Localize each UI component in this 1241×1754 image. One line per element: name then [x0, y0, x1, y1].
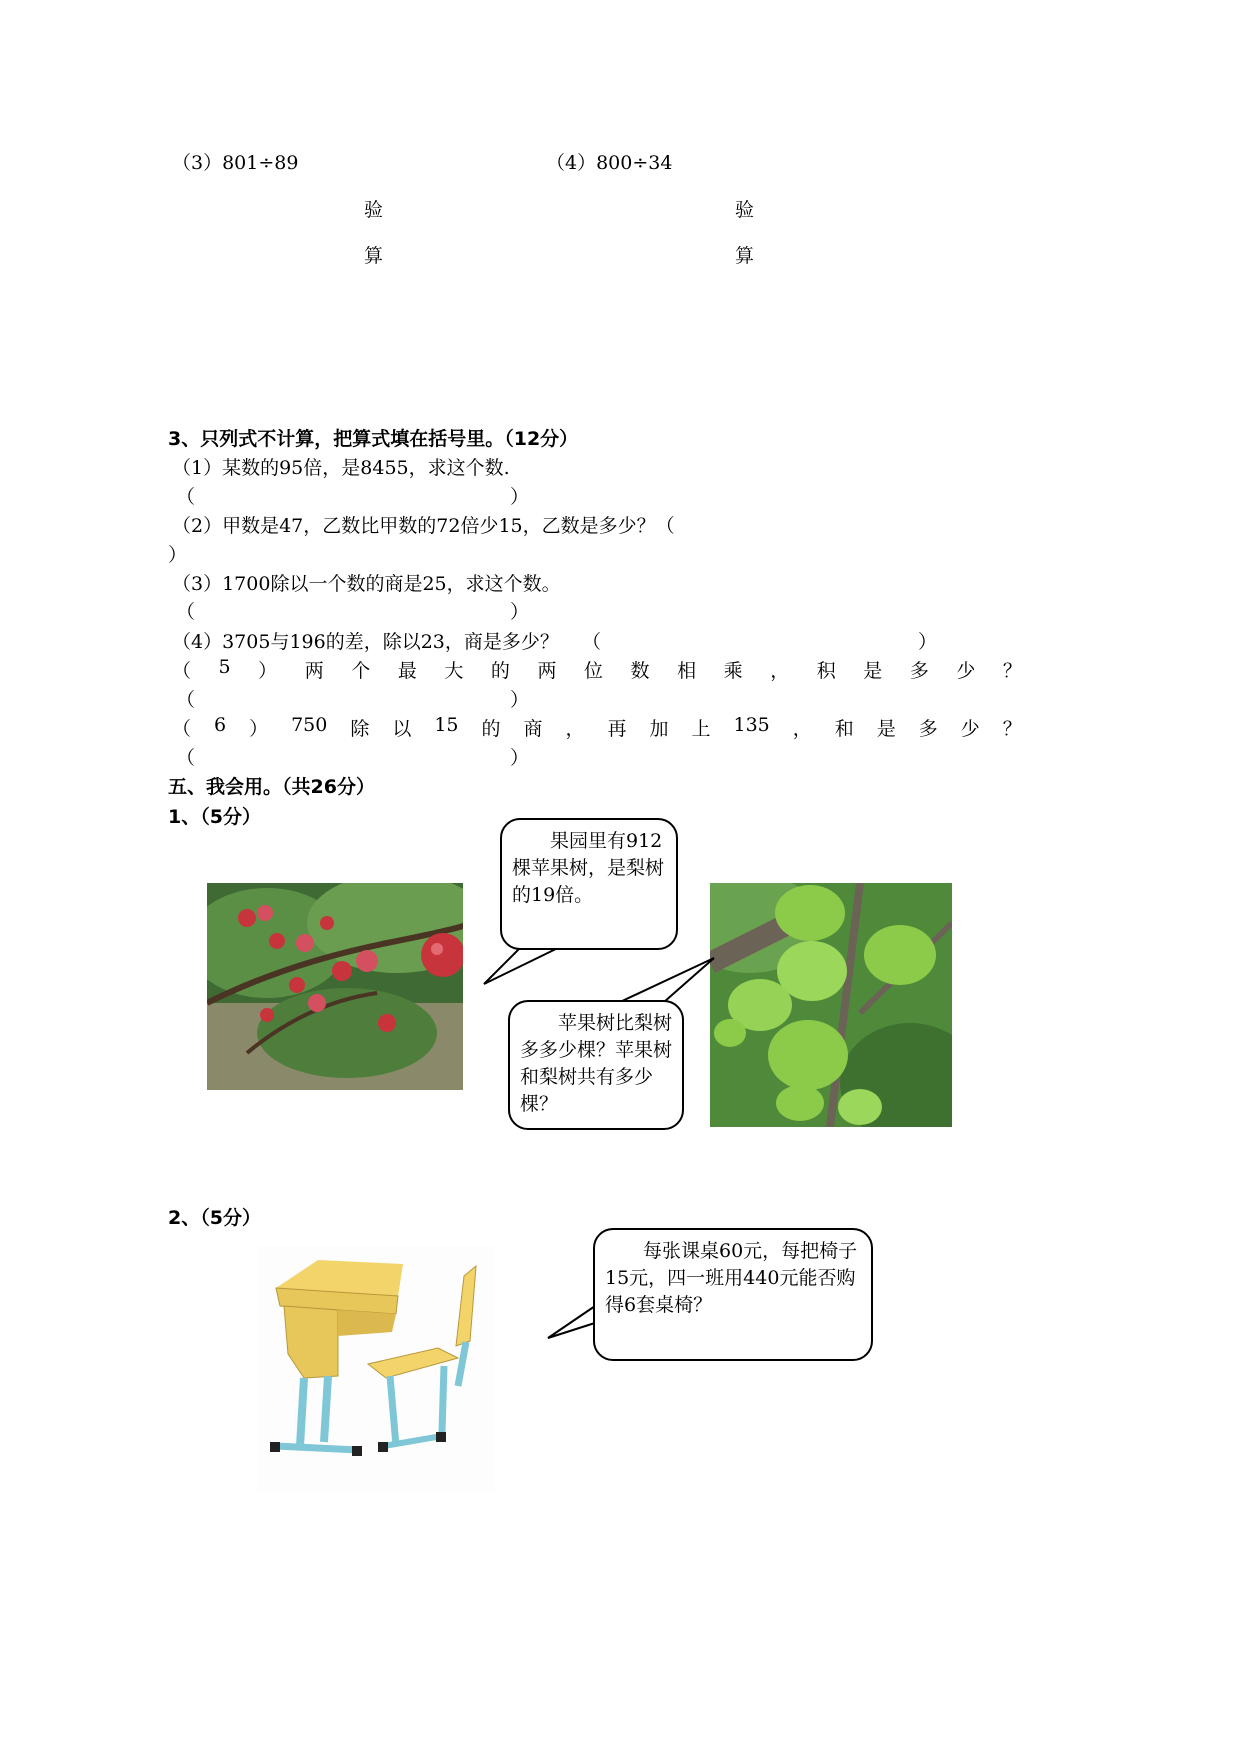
pear-tree-illustration [710, 883, 952, 1127]
answer-paren-open: （ [176, 486, 196, 508]
answer-paren-open: （ [176, 747, 196, 769]
q6-char: 15 [434, 714, 459, 736]
q5-char: 相 [677, 660, 697, 682]
question-3-2: （2）甲数是47，乙数比甲数的72倍少15，乙数是多少？（ [172, 515, 675, 537]
q6-char: 750 [291, 714, 328, 736]
q6-char: 是 [876, 718, 896, 740]
verify-label-1b: 算 [364, 245, 384, 267]
q6-char: （ [172, 718, 192, 740]
q6-char: ？ [1002, 718, 1022, 740]
q5-char: 个 [351, 660, 371, 682]
section-3-heading: 3、只列式不计算，把算式填在括号里。（12分） [168, 428, 579, 450]
q6-char: ， [792, 718, 812, 740]
q6-char: ， [565, 718, 585, 740]
apple-tree-photo [207, 883, 463, 1090]
q6-char: 和 [834, 718, 854, 740]
q5-char: 两 [537, 660, 557, 682]
q5-char: 积 [816, 660, 836, 682]
q6-char: 除 [350, 718, 370, 740]
q6-char: 再 [607, 718, 627, 740]
q5-char: （ [172, 660, 192, 682]
verify-label-1a: 验 [364, 199, 384, 221]
section-5-heading: 五、我会用。（共26分） [168, 776, 375, 798]
apple-tree-illustration [207, 883, 463, 1090]
desk-chair-illustration [258, 1246, 494, 1492]
q6-char: 少 [960, 718, 980, 740]
answer-paren-close: ） [510, 601, 530, 623]
verify-label-2b: 算 [735, 245, 755, 267]
q6-char: 6 [214, 714, 227, 736]
question-3-5 [172, 656, 1022, 683]
q6-char: ） [249, 718, 269, 740]
question-3-1: （1）某数的95倍，是8455，求这个数. [172, 457, 510, 479]
question-3-3: （3）1700除以一个数的商是25，求这个数。 [172, 573, 561, 595]
q6-char: 135 [733, 714, 770, 736]
q5-char: 少 [956, 660, 976, 682]
q5-char: 乘 [723, 660, 743, 682]
q5-char: 位 [584, 660, 604, 682]
q6-char: 商 [523, 718, 543, 740]
q5-char: 多 [909, 660, 929, 682]
problem-3-division: （3）801÷89 [172, 152, 299, 174]
q5-char: 最 [397, 660, 417, 682]
q6-char: 多 [918, 718, 938, 740]
q5-char: ？ [1002, 660, 1022, 682]
verify-label-2a: 验 [735, 199, 755, 221]
speech-bubble-question: 苹果树比梨树多多少棵？苹果树和梨树共有多少棵？ [508, 1000, 684, 1130]
problem-1-label: 1、（5分） [168, 806, 261, 828]
q5-char: 数 [630, 660, 650, 682]
answer-paren-close: ） [168, 544, 188, 566]
q5-char: ） [258, 660, 278, 682]
answer-paren-close: ） [510, 689, 530, 711]
pear-tree-photo [710, 883, 952, 1127]
speech-bubble-apple-count: 果园里有912棵苹果树，是梨树的19倍。 [500, 818, 678, 950]
q6-char: 的 [481, 718, 501, 740]
answer-paren-open: （ [582, 631, 602, 653]
q5-char: 5 [218, 656, 231, 678]
q5-char: 的 [490, 660, 510, 682]
answer-paren-close: ） [918, 631, 938, 653]
q6-char: 加 [649, 718, 669, 740]
question-3-6 [172, 714, 1022, 741]
problem-2-label: 2、（5分） [168, 1207, 261, 1229]
problem-4-division: （4）800÷34 [546, 152, 673, 174]
q5-char: 大 [444, 660, 464, 682]
q5-char: ， [770, 660, 790, 682]
answer-paren-open: （ [176, 689, 196, 711]
q5-char: 两 [304, 660, 324, 682]
desk-chair-photo [258, 1246, 494, 1492]
q6-char: 上 [691, 718, 711, 740]
answer-paren-close: ） [510, 486, 530, 508]
q6-char: 以 [392, 718, 412, 740]
speech-bubble-desk-price: 每张课桌60元，每把椅子15元，四一班用440元能否购得6套桌椅？ [593, 1228, 873, 1361]
question-3-4: （4）3705与196的差，除以23，商是多少？ [172, 631, 559, 653]
answer-paren-close: ） [510, 747, 530, 769]
answer-paren-open: （ [176, 601, 196, 623]
q5-char: 是 [863, 660, 883, 682]
